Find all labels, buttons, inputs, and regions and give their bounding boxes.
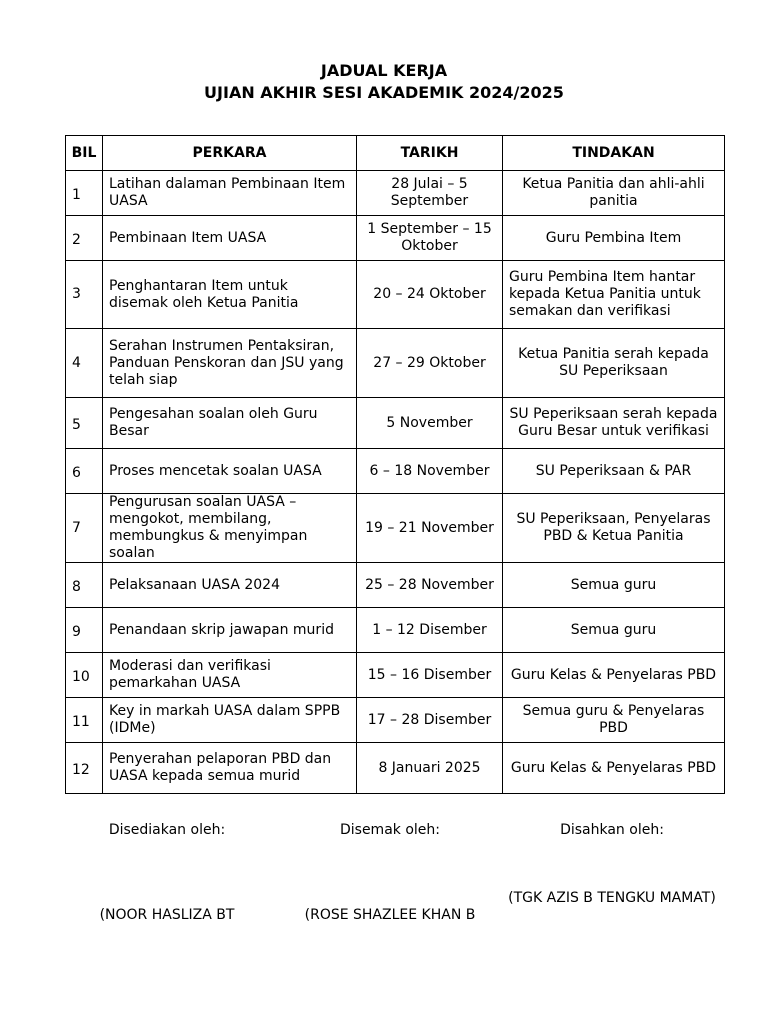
cell-tindakan: Guru Pembina Item: [503, 216, 725, 261]
cell-tarikh: 17 – 28 Disember: [357, 698, 503, 743]
cell-tarikh: 5 November: [357, 398, 503, 449]
cell-tarikh: 25 – 28 November: [357, 563, 503, 608]
cell-tarikh: 20 – 24 Oktober: [357, 261, 503, 329]
cell-perkara: Moderasi dan verifikasi pemarkahan UASA: [103, 653, 357, 698]
column-header-tindakan: TINDAKAN: [503, 136, 725, 171]
table-row: [66, 261, 725, 329]
table-row: [66, 171, 725, 216]
cell-perkara: Key in markah UASA dalam SPPB (IDMe): [103, 698, 357, 743]
table-header-row: [66, 136, 725, 171]
approved-by-label: Disahkan oleh:: [560, 822, 664, 838]
cell-perkara: Penyerahan pelaporan PBD dan UASA kepada semua murid: [103, 743, 357, 794]
table-row: [66, 608, 725, 653]
cell-tarikh: 28 Julai – 5 September: [357, 171, 503, 216]
cell-tarikh: 8 Januari 2025: [357, 743, 503, 794]
cell-tarikh: 1 – 12 Disember: [357, 608, 503, 653]
cell-bil: 6: [66, 449, 103, 494]
cell-bil: 8: [66, 563, 103, 608]
cell-tarikh: 1 September – 15 Oktober: [357, 216, 503, 261]
cell-perkara: Penandaan skrip jawapan murid: [103, 608, 357, 653]
cell-bil: 3: [66, 261, 103, 329]
cell-bil: 11: [66, 698, 103, 743]
cell-tarikh: 15 – 16 Disember: [357, 653, 503, 698]
table-row: [66, 698, 725, 743]
table-row: [66, 398, 725, 449]
table-row: [66, 563, 725, 608]
table-row: [66, 494, 725, 563]
cell-tindakan: Guru Kelas & Penyelaras PBD: [503, 653, 725, 698]
column-header-tarikh: TARIKH: [357, 136, 503, 171]
table-row: [66, 329, 725, 398]
cell-bil: 9: [66, 608, 103, 653]
cell-perkara: Pembinaan Item UASA: [103, 216, 357, 261]
cell-tarikh: 6 – 18 November: [357, 449, 503, 494]
page-subtitle: UJIAN AKHIR SESI AKADEMIK 2024/2025: [204, 83, 564, 102]
cell-tarikh: 27 – 29 Oktober: [357, 329, 503, 398]
cell-perkara: Serahan Instrumen Pentaksiran, Panduan Penskoran dan JSU yang telah siap: [103, 329, 357, 398]
cell-bil: 2: [66, 216, 103, 261]
cell-tindakan: Semua guru & Penyelaras PBD: [503, 698, 725, 743]
page-title: JADUAL KERJA: [320, 61, 448, 80]
cell-perkara: Pengesahan soalan oleh Guru Besar: [103, 398, 357, 449]
approved-by-name: (TGK AZIS B TENGKU MAMAT): [508, 890, 716, 906]
cell-tindakan: Ketua Panitia dan ahli-ahli panitia: [503, 171, 725, 216]
cell-bil: 7: [66, 494, 103, 563]
column-header-bil: BIL: [66, 136, 103, 171]
cell-tindakan: SU Peperiksaan, Penyelaras PBD & Ketua Panitia: [503, 494, 725, 563]
reviewed-by-label: Disemak oleh:: [339, 822, 440, 838]
schedule-table: [65, 135, 725, 794]
cell-tindakan: Guru Kelas & Penyelaras PBD: [503, 743, 725, 794]
cell-tindakan: SU Peperiksaan serah kepada Guru Besar untuk verifikasi: [503, 398, 725, 449]
reviewed-by-name: (ROSE SHAZLEE KHAN B: [304, 907, 476, 923]
table-row: [66, 216, 725, 261]
column-header-perkara: PERKARA: [103, 136, 357, 171]
prepared-by-label: Disediakan oleh:: [108, 822, 226, 838]
prepared-by-name: (NOOR HASLIZA BT: [99, 907, 235, 923]
cell-tindakan: Ketua Panitia serah kepada SU Peperiksaan: [503, 329, 725, 398]
cell-tindakan: Semua guru: [503, 608, 725, 653]
cell-tindakan: Guru Pembina Item hantar kepada Ketua Panitia untuk semakan dan verifikasi: [503, 261, 725, 329]
cell-bil: 12: [66, 743, 103, 794]
cell-perkara: Proses mencetak soalan UASA: [103, 449, 357, 494]
cell-tindakan: Semua guru: [503, 563, 725, 608]
cell-perkara: Latihan dalaman Pembinaan Item UASA: [103, 171, 357, 216]
cell-bil: 4: [66, 329, 103, 398]
cell-tindakan: SU Peperiksaan & PAR: [503, 449, 725, 494]
table-row: [66, 449, 725, 494]
cell-tarikh: 19 – 21 November: [357, 494, 503, 563]
cell-bil: 1: [66, 171, 103, 216]
cell-bil: 10: [66, 653, 103, 698]
cell-perkara: Pengurusan soalan UASA – mengokot, membilang, membungkus & menyimpan soalan: [103, 494, 357, 563]
table-row: [66, 653, 725, 698]
table-row: [66, 743, 725, 794]
cell-bil: 5: [66, 398, 103, 449]
cell-perkara: Pelaksanaan UASA 2024: [103, 563, 357, 608]
cell-perkara: Penghantaran Item untuk disemak oleh Ketua Panitia: [103, 261, 357, 329]
